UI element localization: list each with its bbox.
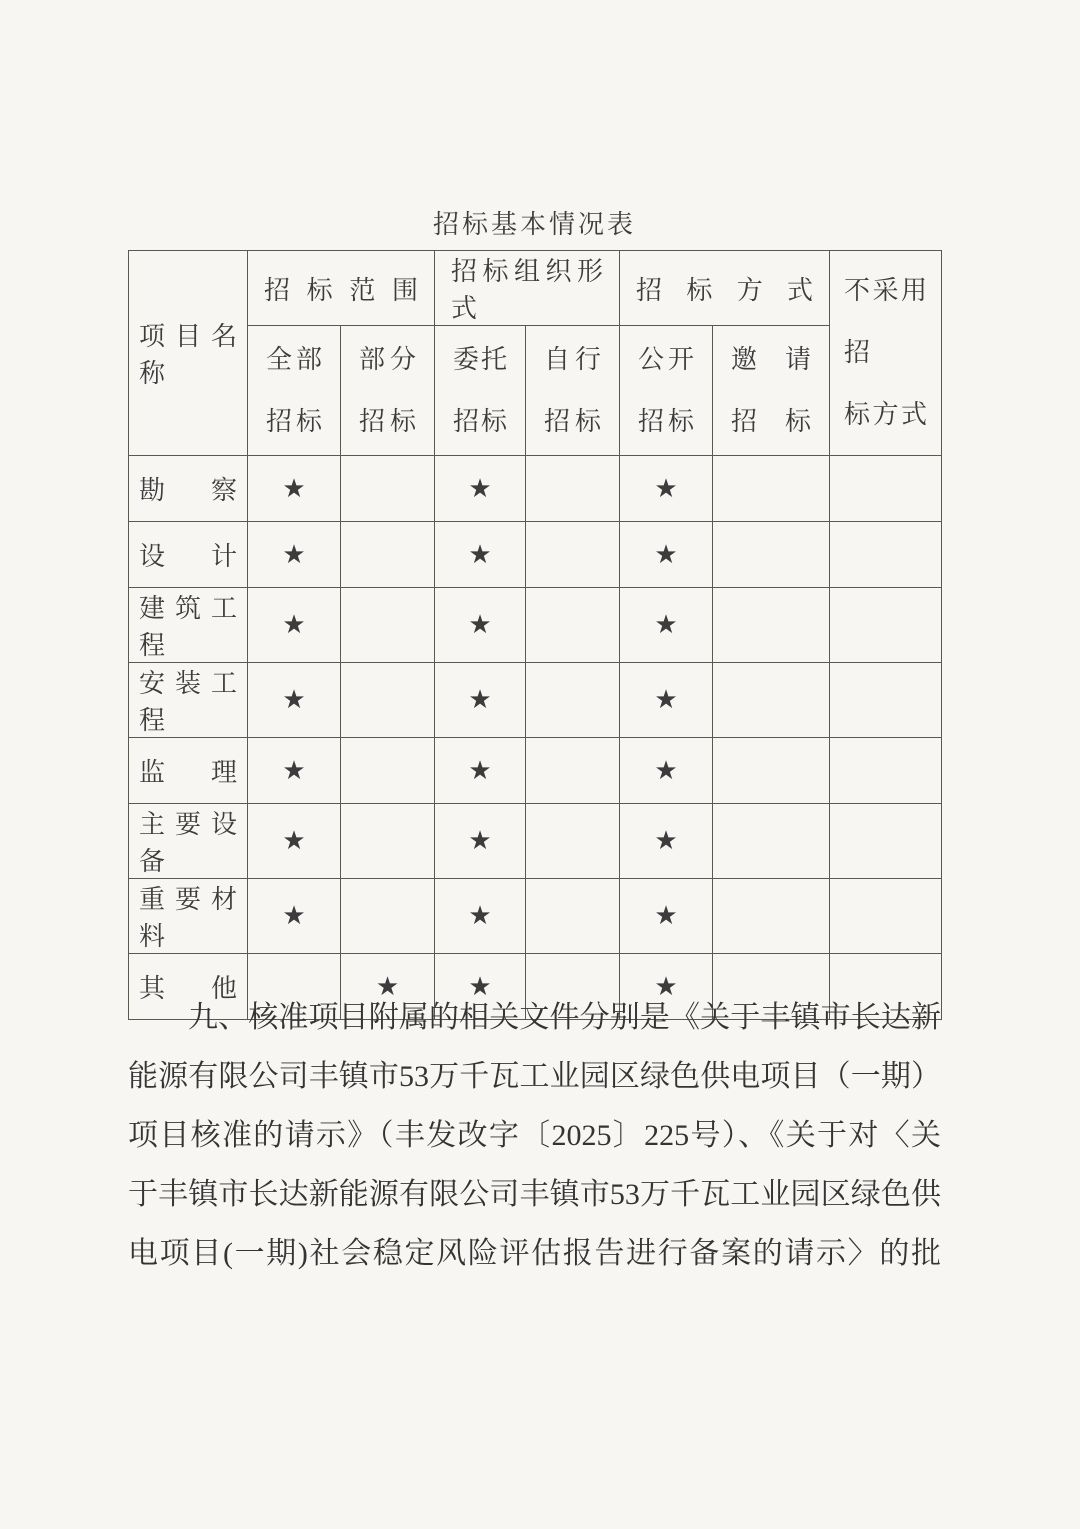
- star-cell: [830, 588, 942, 663]
- row-label: [129, 663, 248, 738]
- star-cell: [713, 738, 830, 804]
- star-cell: [341, 522, 435, 588]
- star-cell: [830, 456, 942, 522]
- star-cell: ★: [248, 738, 341, 804]
- subheader-partial-bidding: [341, 326, 435, 456]
- star-cell: [341, 738, 435, 804]
- row-label-text: 设计: [139, 542, 237, 571]
- star-cell: ★: [248, 522, 341, 588]
- table-title: 招标基本情况表: [432, 210, 636, 239]
- subheader-full-bidding-line1: 全部: [266, 344, 322, 374]
- star-cell: ★: [248, 456, 341, 522]
- star-cell: ★: [620, 954, 713, 1020]
- header-project-name-label: 项目名称: [139, 322, 237, 388]
- star-cell: [526, 522, 620, 588]
- star-cell: ★: [435, 738, 526, 804]
- subheader-invited-bidding-line1: 邀请: [731, 344, 812, 374]
- row-label: [129, 804, 248, 879]
- header-no-tender-line1: 不采用招: [844, 276, 928, 367]
- row-label-text: 其他: [139, 974, 237, 1003]
- row-label-text: 建筑工程: [139, 594, 237, 660]
- row-label: [129, 879, 248, 954]
- paragraph-line: 能源有限公司丰镇市53万千瓦工业园区绿色供电项目（一期）: [128, 1060, 941, 1093]
- star-cell: [713, 663, 830, 738]
- subheader-public-bidding-line1: 公开: [638, 344, 695, 374]
- paragraph-line: 项目核准的请示》（丰发改字〔2025〕225号）、《关于对〈关: [128, 1119, 941, 1152]
- star-cell: ★: [435, 522, 526, 588]
- star-cell: ★: [620, 804, 713, 879]
- row-label-text: 主要设备: [139, 810, 237, 876]
- subheader-public-bidding: [620, 326, 713, 456]
- row-label: [129, 456, 248, 522]
- subheader-full-bidding-line2: 招标: [266, 406, 322, 436]
- subheader-invited-bidding: [713, 326, 830, 456]
- star-cell: ★: [620, 738, 713, 804]
- star-cell: ★: [620, 663, 713, 738]
- subheader-entrusted-bidding-line2: 招标: [453, 406, 508, 436]
- star-cell: [713, 456, 830, 522]
- row-label: [129, 522, 248, 588]
- subheader-public-bidding-line2: 招标: [638, 406, 695, 436]
- row-label-text: 重要材料: [139, 885, 237, 951]
- star-cell: [526, 456, 620, 522]
- star-cell: ★: [435, 588, 526, 663]
- header-group-bidding-method: [620, 251, 830, 326]
- star-cell: [830, 522, 942, 588]
- subheader-self-bidding-line2: 招标: [544, 406, 602, 436]
- row-label-text: 监理: [139, 758, 237, 787]
- star-cell: [341, 456, 435, 522]
- star-cell: [830, 804, 942, 879]
- star-cell: [526, 879, 620, 954]
- header-group-organization-form-label: 招标组织形式: [451, 257, 604, 323]
- table-row-construction: [129, 588, 942, 663]
- header-no-tender-line2: 标方式: [844, 400, 928, 429]
- star-cell: [341, 804, 435, 879]
- star-cell: ★: [248, 804, 341, 879]
- table-row-installation: [129, 663, 942, 738]
- star-cell: ★: [248, 663, 341, 738]
- header-group-bidding-method-label: 招标方式: [636, 275, 814, 305]
- star-cell: ★: [620, 456, 713, 522]
- row-label: [129, 588, 248, 663]
- table-row-survey: [129, 456, 942, 522]
- table-row-main-equipment: [129, 804, 942, 879]
- paragraph-line: 于丰镇市长达新能源有限公司丰镇市53万千瓦工业园区绿色供: [128, 1178, 941, 1211]
- star-cell: ★: [435, 804, 526, 879]
- subheader-entrusted-bidding: [435, 326, 526, 456]
- star-cell: ★: [620, 522, 713, 588]
- table-row-supervision: [129, 738, 942, 804]
- subheader-full-bidding: [248, 326, 341, 456]
- star-cell: ★: [620, 588, 713, 663]
- table-row-design: [129, 522, 942, 588]
- star-cell: ★: [620, 879, 713, 954]
- header-project-name: [129, 251, 248, 456]
- star-cell: ★: [248, 879, 341, 954]
- star-cell: ★: [341, 954, 435, 1020]
- header-no-tender-method: [830, 251, 942, 456]
- row-label-text: 安装工程: [139, 669, 237, 735]
- header-group-bidding-scope: [248, 251, 435, 326]
- star-cell: ★: [435, 879, 526, 954]
- star-cell: ★: [435, 954, 526, 1020]
- star-cell: [341, 663, 435, 738]
- body-paragraph: [128, 988, 941, 1283]
- star-cell: [341, 588, 435, 663]
- header-group-organization-form: [435, 251, 620, 326]
- star-cell: [713, 588, 830, 663]
- subheader-partial-bidding-line1: 部分: [359, 344, 417, 374]
- subheader-partial-bidding-line2: 招标: [359, 406, 417, 436]
- row-label-text: 勘察: [139, 476, 237, 505]
- star-cell: ★: [435, 456, 526, 522]
- star-cell: [713, 804, 830, 879]
- star-cell: ★: [248, 588, 341, 663]
- star-cell: [526, 663, 620, 738]
- star-cell: [526, 804, 620, 879]
- star-cell: [830, 663, 942, 738]
- star-cell: ★: [435, 663, 526, 738]
- star-cell: [526, 738, 620, 804]
- star-cell: [830, 738, 942, 804]
- star-cell: [713, 879, 830, 954]
- subheader-self-bidding-line1: 自行: [544, 344, 602, 374]
- table-row-important-materials: [129, 879, 942, 954]
- paragraph-line: 九、核准项目附属的相关文件分别是《关于丰镇市长达新: [188, 1001, 941, 1034]
- subheader-self-bidding: [526, 326, 620, 456]
- star-cell: [830, 879, 942, 954]
- header-group-bidding-scope-label: 招标范围: [264, 275, 419, 305]
- paragraph-line: 电项目(一期)社会稳定风险评估报告进行备案的请示〉的批: [128, 1237, 941, 1270]
- subheader-entrusted-bidding-line1: 委托: [453, 344, 508, 374]
- bidding-basic-info-table: [128, 250, 942, 1020]
- subheader-invited-bidding-line2: 招标: [731, 406, 812, 436]
- row-label: [129, 738, 248, 804]
- star-cell: [341, 879, 435, 954]
- star-cell: [713, 522, 830, 588]
- star-cell: [526, 588, 620, 663]
